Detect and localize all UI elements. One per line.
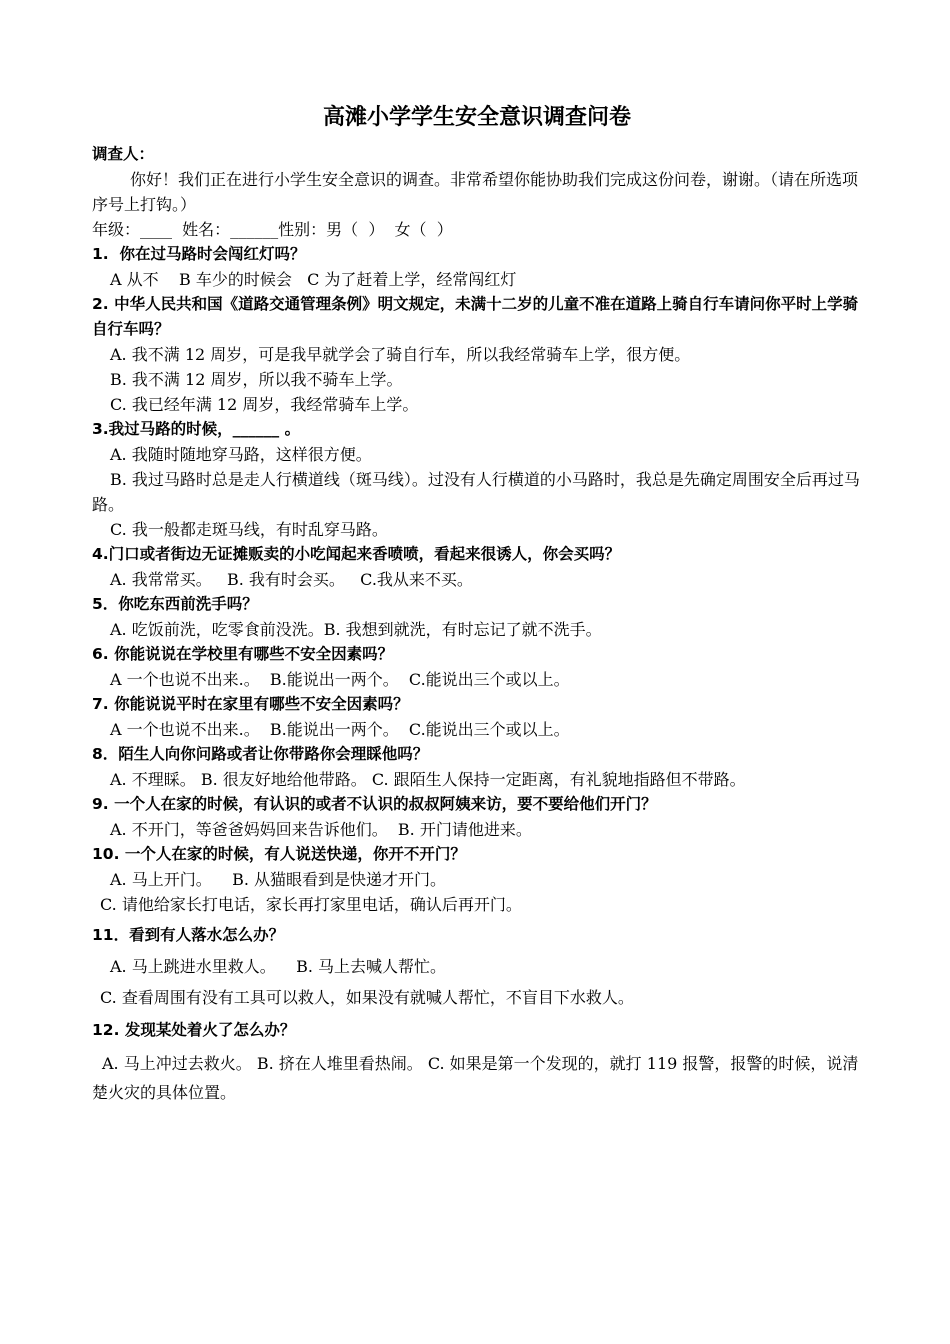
question-1-options: A 从不 B 车少的时候会 C 为了赶着上学，经常闯红灯	[110, 270, 517, 289]
questionnaire-page	[92, 100, 862, 1107]
question-3: 3.我过马路的时候，______ 。	[92, 420, 301, 438]
question-3-option-a: A. 我随时随地穿马路，这样很方便。	[110, 445, 372, 464]
question-2: 2. 中华人民共和国《道路交通管理条例》明文规定，未满十二岁的儿童不准在道路上骑自行车请问你平时上学骑自行车吗？	[92, 295, 859, 338]
question-5-options: A. 吃饭前洗，吃零食前没洗。B. 我想到就洗，有时忘记了就不洗手。	[110, 620, 602, 639]
question-9-options: A. 不开门，等爸爸妈妈回来告诉他们。 B. 开门请他进来。	[110, 820, 532, 839]
question-10-option-c: C. 请他给家长打电话，家长再打家里电话，确认后再开门。	[100, 895, 522, 914]
question-12-options: A. 马上冲过去救火。 B. 挤在人堆里看热闹。 C. 如果是第一个发现的，就打 119 报警，报警的时候，说清楚火灾的具体位置。	[92, 1054, 859, 1102]
question-5: 5．你吃东西前洗手吗？	[92, 595, 258, 613]
question-4: 4.门口或者街边无证摊贩卖的小吃闻起来香喷喷，看起来很诱人，你会买吗？	[92, 545, 621, 563]
page-title: 高滩小学学生安全意识调查问卷	[322, 105, 631, 130]
intro-paragraph: 你好！我们正在进行小学生安全意识的调查。非常希望你能协助我们完成这份问卷，谢谢。（请在所选项序号上打钩。）	[92, 170, 859, 214]
question-6-options: A 一个也说不出来.。 B.能说出一两个。 C.能说出三个或以上。	[110, 670, 570, 689]
question-3-option-c: C. 我一般都走斑马线，有时乱穿马路。	[110, 520, 388, 539]
question-2-option-a: A. 我不满 12 周岁，可是我早就学会了骑自行车，所以我经常骑车上学，很方便。	[110, 345, 691, 364]
question-10-options-ab: A. 马上开门。 B. 从猫眼看到是快递才开门。	[110, 870, 447, 889]
question-7: 7. 你能说说平时在家里有哪些不安全因素吗？	[92, 695, 409, 713]
question-8: 8．陌生人向你问路或者让你带路你会理睬他吗？	[92, 745, 429, 763]
question-2-option-b: B. 我不满 12 周岁，所以我不骑车上学。	[110, 370, 403, 389]
question-8-options: A. 不理睬。 B. 很友好地给他带路。 C. 跟陌生人保持一定距离，有礼貌地指路但不带路。	[110, 770, 746, 789]
question-1: 1. 你在过马路时会闯红灯吗？	[92, 245, 306, 263]
question-9: 9. 一个人在家的时候，有认识的或者不认识的叔叔阿姨来访，要不要给他们开门？	[92, 795, 657, 813]
question-4-options: A. 我常常买。 B. 我有时会买。 C.我从来不买。	[110, 570, 473, 589]
question-11-option-c: C. 查看周围有没有工具可以救人，如果没有就喊人帮忙，不盲目下水救人。	[100, 988, 634, 1007]
student-info-line: 年级：____ 姓名：______性别：男（ ） 女（ ）	[92, 220, 453, 239]
question-12: 12. 发现某处着火了怎么办？	[92, 1021, 296, 1039]
question-2-option-c: C. 我已经年满 12 周岁，我经常骑车上学。	[110, 395, 419, 414]
question-11: 11．看到有人落水怎么办？	[92, 926, 285, 944]
investigator-label: 调查人：	[92, 145, 155, 163]
question-6: 6. 你能说说在学校里有哪些不安全因素吗？	[92, 645, 394, 663]
question-3-option-b: B. 我过马路时总是走人行横道线（斑马线）。过没有人行横道的小马路时，我总是先确定周围安全后再过马路。	[92, 470, 860, 514]
question-7-options: A 一个也说不出来.。 B.能说出一两个。 C.能说出三个或以上。	[110, 720, 570, 739]
question-11-options-ab: A. 马上跳进水里救人。 B. 马上去喊人帮忙。	[110, 957, 447, 976]
question-10: 10. 一个人在家的时候，有人说送快递，你开不开门？	[92, 845, 466, 863]
